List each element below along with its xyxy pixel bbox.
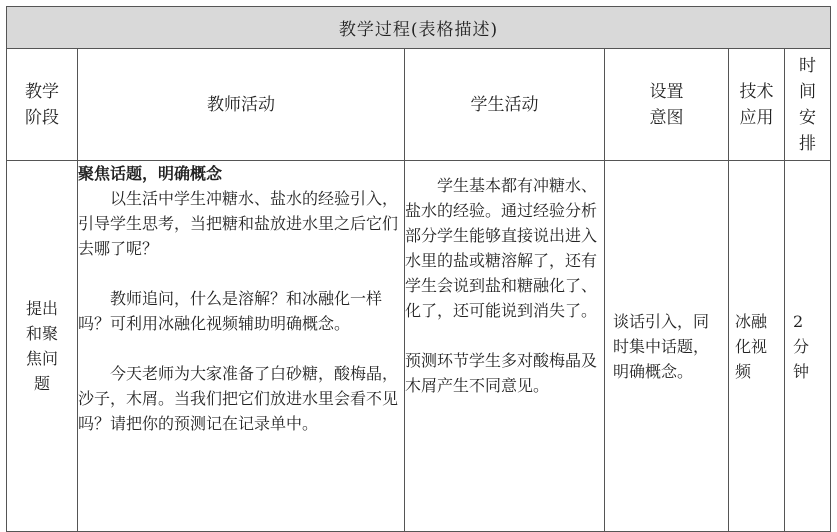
teacher-activity-cell xyxy=(78,161,405,532)
header-tech-line-2: 应用 xyxy=(739,107,774,128)
header-tech xyxy=(729,49,785,161)
time-unit-1: 分 xyxy=(793,336,810,356)
stage-line-4: 题 xyxy=(33,374,50,393)
tech-cell xyxy=(729,161,785,532)
header-stage-line-1: 教学 xyxy=(25,81,59,102)
teacher-paragraph-2: 教师追问，什么是溶解？和冰融化一样吗？可利用冰融化视频辅助明确概念。 xyxy=(78,289,383,333)
teacher-paragraph-1: 以生活中学生冲糖水、盐水的经验引入，引导学生思考，当把糖和盐放进水里之后它们去哪了呢？ xyxy=(78,189,399,258)
table-title: 教学过程(表格描述) xyxy=(7,7,831,49)
tech-text: 冰融化视频 xyxy=(735,311,768,381)
stage-line-2: 和聚 xyxy=(25,324,58,343)
intent-cell xyxy=(605,161,729,532)
stage-line-3: 焦问 xyxy=(25,349,58,368)
header-student: 学生活动 xyxy=(405,49,605,161)
intent-text: 谈话引入，同时集中话题，明确概念。 xyxy=(613,311,710,381)
header-intent-line-2: 意图 xyxy=(649,107,684,128)
student-paragraph-2: 预测环节学生多对酸梅晶及木屑产生不同意见。 xyxy=(405,351,598,395)
time-unit-2: 钟 xyxy=(793,361,810,381)
header-stage-line-2: 阶段 xyxy=(25,107,59,128)
header-time-char-1: 时 xyxy=(799,55,817,76)
stage-line-1: 提出 xyxy=(25,299,58,318)
header-time-char-3: 安 xyxy=(799,107,817,128)
stage-cell xyxy=(7,161,78,532)
header-teacher: 教师活动 xyxy=(78,49,405,161)
header-intent-line-1: 设置 xyxy=(649,81,684,102)
student-paragraph-1: 学生基本都有冲糖水、盐水的经验。通过经验分析部分学生能够直接说出进入水里的盐或糖溶解了，还有学生会说到盐和糖融化了、化了，还可能说到消失了。 xyxy=(405,176,598,320)
lesson-process-table xyxy=(6,6,831,532)
header-time-char-4: 排 xyxy=(799,133,817,154)
student-activity-cell xyxy=(405,161,605,532)
time-cell xyxy=(785,161,831,532)
teacher-paragraph-3: 今天老师为大家准备了白砂糖，酸梅晶，沙子，木屑。当我们把它们放进水里会看不见吗？请把你的预测记在记录单中。 xyxy=(78,364,399,433)
header-tech-line-1: 技术 xyxy=(739,81,774,102)
time-number: 2 xyxy=(793,311,804,331)
header-intent xyxy=(605,49,729,161)
header-stage xyxy=(7,49,78,161)
header-time xyxy=(785,49,831,161)
header-time-char-2: 间 xyxy=(799,81,817,102)
teacher-heading: 聚焦话题，明确概念 xyxy=(78,164,223,183)
